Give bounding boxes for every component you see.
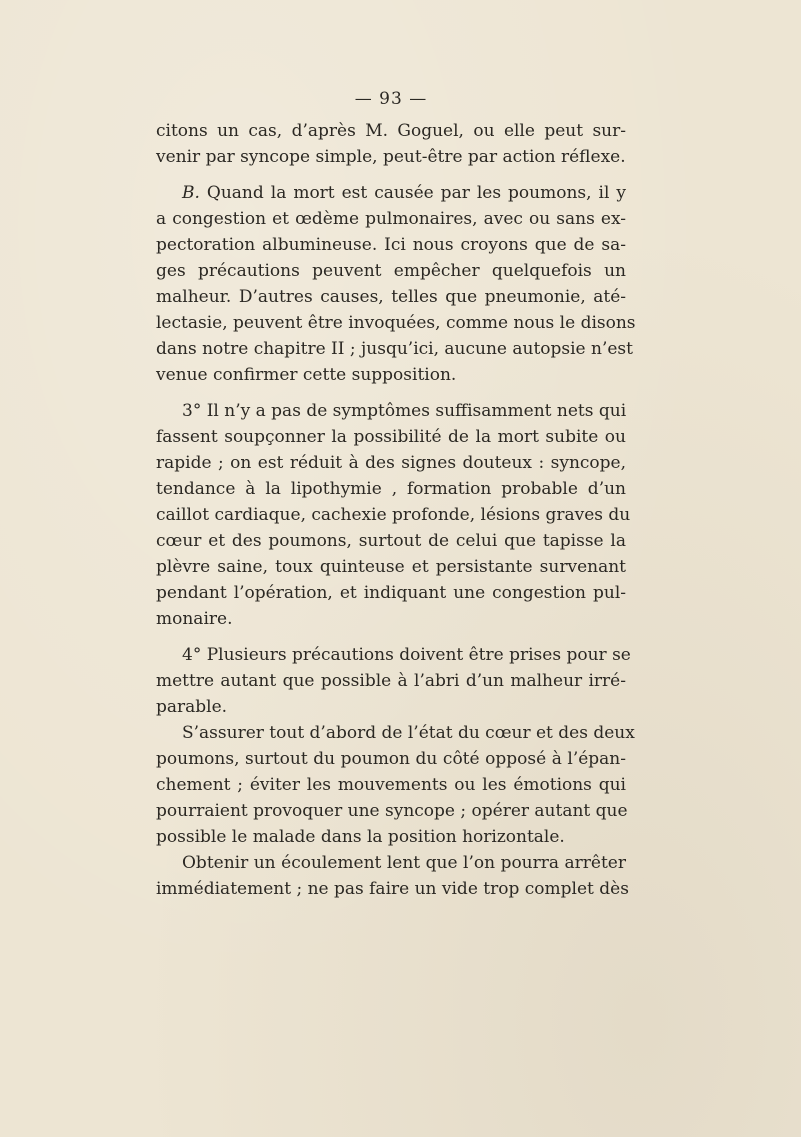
paragraph-4 [156, 642, 631, 720]
text-line: ges précautions peuvent empêcher quelquefois un [156, 261, 626, 281]
text-line: S’assurer tout d’abord de l’état du cœur et des deux [182, 723, 635, 743]
text-line: immédiatement ; ne pas faire un vide trop complet dès [156, 879, 629, 899]
text-line: monaire. [156, 609, 233, 629]
paragraph-1 [156, 118, 626, 170]
text-line: a congestion et œdème pulmonaires, avec ou sans ex- [156, 209, 626, 229]
text-line: fassent soupçonner la possibilité de la mort subite ou [156, 427, 626, 447]
paragraph-2 [156, 180, 636, 388]
text-line: pourraient provoquer une syncope ; opérer autant que [156, 801, 628, 821]
text-line: dans notre chapitre II ; jusqu’ici, aucune autopsie n’est [156, 339, 633, 359]
text-line: rapide ; on est réduit à des signes douteux : syncope, [156, 453, 626, 473]
text-line: 4° Plusieurs précautions doivent être prises pour se [182, 645, 631, 665]
text-line: 3° Il n’y a pas de symptômes suffisamment nets qui [182, 401, 627, 421]
text-line: parable. [156, 697, 228, 717]
page-text-block [156, 86, 636, 902]
text-line: plèvre saine, toux quinteuse et persistante survenant [156, 557, 626, 577]
text-line: tendance à la lipothymie , formation probable d’un [156, 479, 626, 499]
text-line: lectasie, peuvent être invoquées, comme nous le disons [156, 313, 636, 333]
page-number: — 93 — [354, 89, 428, 109]
text-line: pectoration albumineuse. Ici nous croyons que de sa- [156, 235, 626, 255]
text-line: citons un cas, d’après M. Goguel, ou elle peut sur- [156, 121, 626, 141]
text-line: cœur et des poumons, surtout de celui que tapisse la [156, 531, 626, 551]
text-line-content: Quand la mort est causée par les poumons, il y [206, 183, 627, 203]
text-line: mettre autant que possible à l’abri d’un malheur irré- [156, 671, 626, 691]
text-line [156, 180, 626, 206]
paragraph-3 [156, 398, 631, 632]
text-line: caillot cardiaque, cachexie profonde, lésions graves du [156, 505, 631, 525]
text-line: Obtenir un écoulement lent que l’on pourra arrêter [182, 853, 626, 873]
text-line: pendant l’opération, et indiquant une congestion pul- [156, 583, 626, 603]
text-line: malheur. D’autres causes, telles que pneumonie, até- [156, 287, 626, 307]
text-line: possible le malade dans la position horizontale. [156, 827, 565, 847]
text-line: poumons, surtout du poumon du côté opposé à l’épan- [156, 749, 626, 769]
text-line: venir par syncope simple, peut-être par action réflexe. [156, 147, 626, 167]
text-line: venue confirmer cette supposition. [156, 365, 457, 385]
text-line: chement ; éviter les mouvements ou les émotions qui [156, 775, 626, 795]
paragraph-5 [156, 720, 635, 850]
paragraph-6 [156, 850, 629, 902]
section-marker: B. [182, 183, 200, 203]
